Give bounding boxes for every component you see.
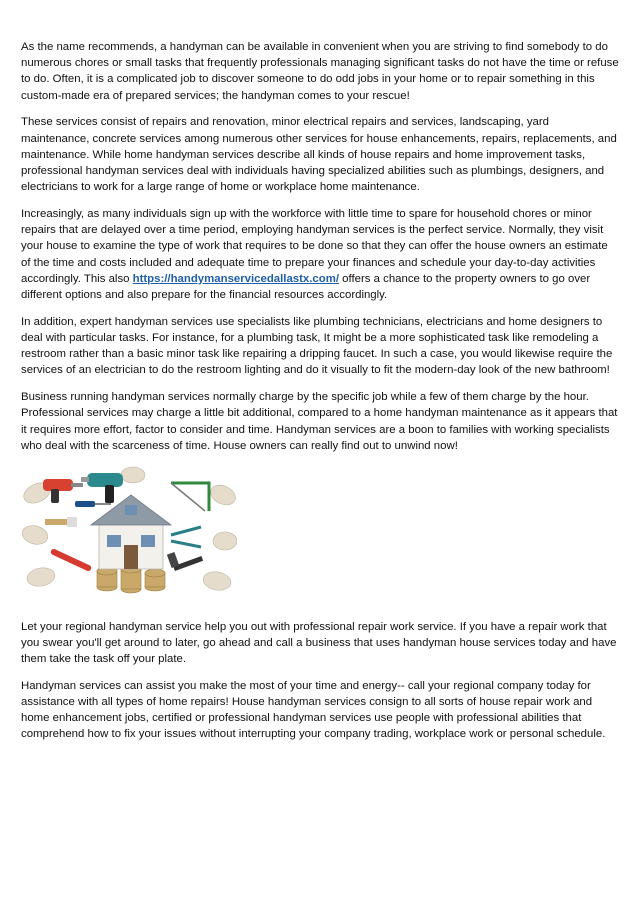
paragraph-intro: As the name recommends, a handyman can be available in convenient when you are striving to find somebody to do numerous chores or small tasks that frequently professionals managing significant tasks do not have the time or refuse to do. Often, it is a complicated job to discover someone to do odd jobs in your home or to repair something in this custom-made era of prepared services; the handyman comes to your rescue! (21, 41, 619, 102)
paragraph-specialists: In addition, expert handyman services use specialists like plumbing technicians, electricians and home designers to deal with particular tasks. For instance, for a plumbing task, It might be a more sophisticated task like remodeling a restroom rather than a basic minor task like repairing a dripping faucet. In such a case, you would likewise require the services of an electrician to do the restroom lighting and do it visually to fit the modern-day look of the new bathroom! (21, 315, 613, 377)
paragraph-time-energy: Handyman services can assist you make the most of your time and energy-- call your regional company today for assistance with all types of home repairs! House handyman services consign to all sorts of house repair work and home enhancement jobs, certified or professional handyman services use people with professional abilities that comprehend how to fix your issues without interrupting your company trading, workplace work or personal schedule. (21, 679, 606, 741)
drill-icon (43, 479, 83, 503)
handyman-link[interactable]: https://handymanservicedallastx.com/ (132, 272, 340, 285)
hammer-icon (167, 552, 203, 571)
paragraph-workforce-text-after: offers a chance to the property owners to go over different options and also prepare for the financial resources accordingly. (21, 272, 591, 302)
document-page (21, 39, 619, 753)
handyman-illustration (21, 465, 237, 595)
drill-icon-2 (81, 473, 123, 503)
hacksaw-icon (171, 483, 209, 511)
paragraph-services: These services consist of repairs and renovation, minor electrical repairs and services, landscaping, yard maintenance, concrete services among numerous other services for house enhancements, repairs, replacements, and maintenance. While home handyman services describe all kinds of house repairs and home improvement tasks, professional handyman services deal with individuals having specialized abilities such as plumbings, designers, and electricians to work for a large range of home or workplace home maintenance. (21, 116, 617, 194)
pliers-icon (171, 527, 201, 547)
paragraph-regional-service: Let your regional handyman service help you out with professional repair work service. If you have a repair work that you swear you'll get around to later, go ahead and call a business that uses handyman house services today and have them take the task off your plate. (21, 620, 617, 666)
paragraph-pricing: Business running handyman services normally charge by the specific job while a few of them charge by the hour. Professional services may charge a little bit additional, compared to a home handyman maintenance as it appears that it requires more effort, factor to consider and time. Handyman services are a boon to families with working specialists who deal with the scarceness of time. House owners can really find out to unwind now! (21, 391, 618, 452)
paragraph-workforce (21, 206, 619, 303)
house-tools-icon (21, 465, 237, 595)
paintbrush-icon (45, 517, 77, 527)
wrench-icon (50, 548, 92, 572)
paragraph-workforce-text-before: Increasingly, as many individuals sign up with the workforce with little time to spare for household chores or minor repairs that are delayed over a time period, employing handyman services is the perfect service. Normally, they visit your house to examine the type of work that requires to be done so that they can offer the house owners an estimate of the time and costs included and adequate time to prepare your finances and schedule your day-to-day activities accordingly. This also (21, 208, 608, 285)
house-icon (91, 495, 171, 569)
